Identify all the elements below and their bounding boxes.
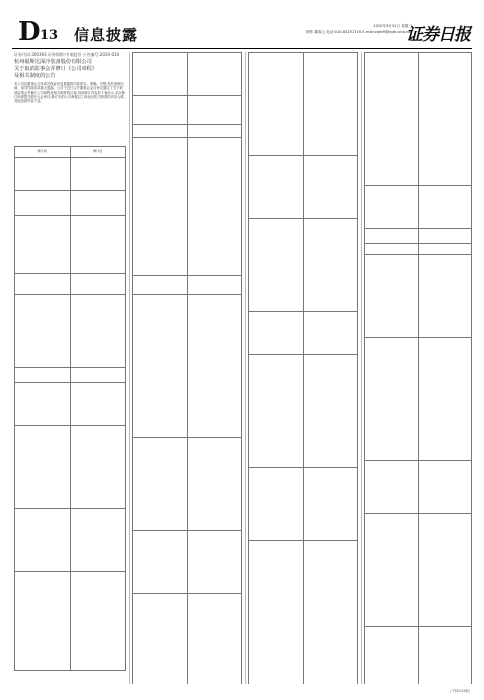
notice-title-line: 关于取消监事会并修订《公司章程》 <box>14 66 98 72</box>
table-row <box>15 426 126 509</box>
table-row <box>15 191 126 216</box>
column-divider <box>361 52 362 684</box>
table-row <box>249 541 358 685</box>
column-1 <box>14 52 126 684</box>
notice-code-line: 证券代码:300393 证券简称:中来股份 公告编号:2020-034 <box>14 52 120 57</box>
table-row <box>15 383 126 426</box>
table-row <box>15 158 126 191</box>
table-row <box>249 53 358 156</box>
table-row <box>15 572 126 671</box>
masthead-logo: 证券日报 <box>406 25 470 45</box>
header-meta <box>306 23 412 35</box>
header-rule <box>12 48 472 49</box>
notice-body: 本公司及董事会全体成员保证信息披露的内容真实、准确、完整,没有虚假记载、误导性陈述或重大遗漏。公司于近日召开董事会会议审议通过了关于取消监事会并修订公司章程及相关制度的议案,具体修订内容如下表所示,本次修订尚需提交股东大会审议,修订后的公司章程以工商登记机关核准的内容为准,其他条款内容不变。 <box>14 82 125 104</box>
table-row <box>249 156 358 219</box>
notice-title-line: 杭州福斯达深冷装备股份有限公司 <box>14 59 92 65</box>
col-header-after: 修订后 <box>70 147 126 158</box>
table-header-row <box>15 147 126 158</box>
continued-tag: (下转D14版) <box>450 689 470 693</box>
table-row <box>15 509 126 572</box>
column-divider <box>245 52 246 684</box>
table-row <box>365 338 472 461</box>
table-row <box>249 219 358 312</box>
table-row <box>15 216 126 274</box>
page-header <box>12 18 472 48</box>
table-row <box>15 368 126 383</box>
table-row <box>365 53 472 186</box>
table-row <box>365 255 472 338</box>
table-row <box>15 274 126 295</box>
page-number: 13 <box>40 28 59 43</box>
table-row <box>133 53 242 96</box>
column-3 <box>248 52 358 684</box>
amendment-table <box>14 146 126 671</box>
table-row <box>133 531 242 594</box>
notice-title-line: 及相关制度的公告 <box>14 73 56 79</box>
table-row <box>15 295 126 368</box>
table-row <box>365 514 472 627</box>
column-2 <box>132 52 242 684</box>
table-row <box>133 138 242 276</box>
table-row <box>249 355 358 468</box>
amendment-table <box>364 52 472 684</box>
table-row <box>365 186 472 229</box>
table-row <box>133 438 242 531</box>
table-row <box>249 468 358 541</box>
page-letter: D <box>18 17 41 47</box>
table-row <box>365 244 472 255</box>
date-line: 2020年3月31日 星期三 <box>373 24 412 28</box>
section-title: 信息披露 <box>74 26 139 44</box>
column-divider <box>129 52 130 684</box>
col-header-before: 修订前 <box>15 147 71 158</box>
table-row <box>365 229 472 244</box>
table-row <box>365 461 472 514</box>
notice-title <box>14 59 126 80</box>
table-row <box>133 594 242 685</box>
amendment-table <box>132 52 242 684</box>
table-row <box>133 276 242 295</box>
column-4 <box>364 52 472 684</box>
contact-line: 制作:董春云 电话:010-83251716 E-mail:zqrb9@zqrb.sina.net <box>305 30 412 34</box>
table-row <box>133 295 242 438</box>
table-row <box>133 96 242 125</box>
table-row <box>365 627 472 685</box>
table-row <box>133 125 242 138</box>
amendment-table <box>248 52 358 684</box>
table-row <box>249 312 358 355</box>
